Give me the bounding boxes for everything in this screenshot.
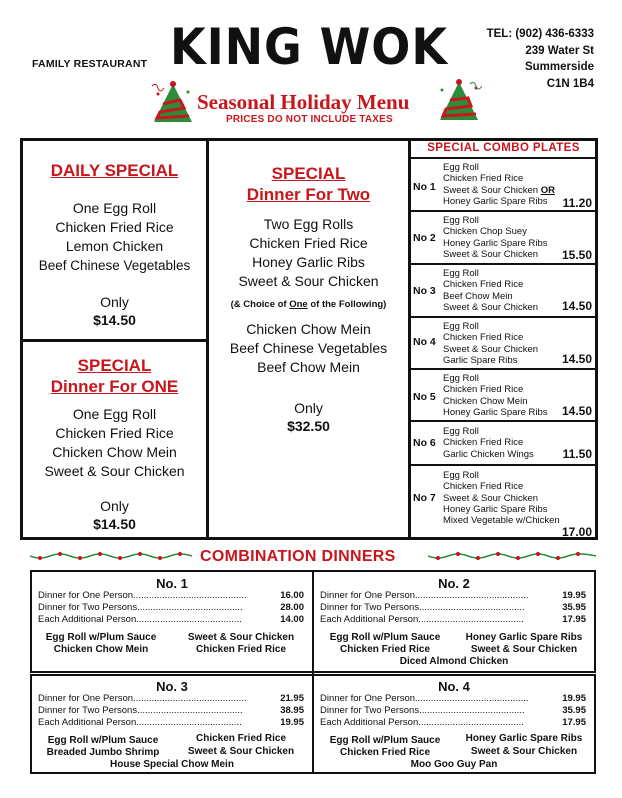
plate-price: 11.20: [562, 196, 592, 210]
list-item: Garlic Chicken Wings: [443, 448, 534, 460]
dinner-for-one-heading: SPECIAL: [77, 356, 152, 375]
combo-plate-6: [410, 420, 596, 465]
dinner-line: Each Additional Person........................................: [38, 614, 242, 625]
dinner-price: 35.95: [562, 602, 586, 613]
dinner-item: Honey Garlic Spare Ribs: [465, 733, 583, 744]
list-item: Egg Roll: [443, 321, 479, 332]
dinner-price: 35.95: [562, 705, 586, 716]
dinner-price: 19.95: [280, 717, 304, 728]
list-item: Chicken Chop Suey: [443, 226, 527, 238]
restaurant-title: KING WOK: [170, 18, 448, 76]
dinner-line: Each Additional Person........................................: [320, 717, 524, 728]
list-item: Chicken Chow Mein: [52, 444, 177, 460]
dinner-item: Egg Roll w/Plum Sauce: [47, 735, 159, 746]
dinner-line: Each Additional Person........................................: [38, 717, 242, 728]
plate-price: 14.50: [561, 299, 592, 313]
list-item: Egg Roll: [443, 162, 479, 173]
daily-special-panel: [23, 160, 206, 328]
list-item: Sweet & Sour Chicken: [44, 463, 185, 479]
list-item: Sweet & Sour Chicken: [238, 273, 379, 289]
list-item: Mixed Vegetable w/Chicken: [443, 515, 560, 527]
list-item: Chicken Chow Mein: [246, 321, 371, 337]
daily-special-heading: DAILY SPECIAL: [50, 161, 179, 180]
list-item: Chicken Fried Rice: [443, 384, 524, 396]
list-item: Lemon Chicken: [65, 238, 164, 254]
list-item: Chicken Fried Rice: [443, 332, 524, 344]
holiday-tree-icon: [150, 80, 196, 126]
plate-price: 14.50: [561, 404, 592, 418]
dinner-price: 21.95: [280, 693, 304, 704]
list-item: Sweet & Sour Chicken OR: [443, 184, 555, 196]
plate-price: 17.00: [561, 525, 592, 539]
dinner-price: 17.95: [562, 614, 586, 625]
dinner-item: Egg Roll w/Plum Sauce: [45, 632, 157, 643]
dinner-price: 14.00: [280, 614, 304, 625]
dinner-line: Dinner for One Person...........................................: [320, 693, 529, 704]
dinner-line: Dinner for One Person...........................................: [38, 590, 247, 601]
dinner-price: 28.00: [280, 602, 304, 613]
combination-dinners-heading: COMBINATION DINNERS: [200, 548, 396, 565]
list-item: Garlic Spare Ribs: [443, 354, 518, 366]
dinner-for-two-price: $32.50: [287, 418, 330, 434]
dinner-title: No. 2: [438, 576, 470, 591]
list-item: Beef Chinese Vegetables: [229, 340, 388, 356]
list-item: Honey Garlic Spare Ribs: [443, 503, 548, 515]
divider: [22, 339, 207, 342]
dinner-price: 19.95: [562, 693, 586, 704]
dinner-price: 38.95: [280, 705, 304, 716]
list-item: Chicken Fried Rice: [55, 219, 174, 235]
plate-number: No 5: [413, 391, 436, 403]
dinner-line: Dinner for Two Persons........................................: [320, 602, 525, 613]
dinner-for-two-subheading: Dinner For Two: [246, 185, 371, 204]
combo-plates-heading: SPECIAL COMBO PLATES: [427, 142, 580, 154]
dinner-item: Sweet & Sour Chicken: [470, 746, 578, 757]
plate-number: No 1: [413, 181, 436, 193]
list-item: Beef Chow Mein: [443, 290, 513, 302]
postal-code: C1N 1B4: [546, 77, 594, 90]
dinner-line: Dinner for Two Persons........................................: [38, 602, 243, 613]
list-item: Chicken Fried Rice: [443, 437, 524, 449]
list-item: Sweet & Sour Chicken: [443, 301, 539, 313]
combo-plate-4: [410, 316, 596, 369]
list-item: Honey Garlic Spare Ribs: [443, 237, 548, 249]
only-label: Only: [100, 294, 129, 310]
list-item: Chicken Fried Rice: [443, 481, 524, 493]
dinner-line: Dinner for Two Persons........................................: [38, 705, 243, 716]
list-item: Chicken Chow Mein: [443, 395, 528, 407]
dinner-title: No. 1: [156, 576, 188, 591]
list-item: Egg Roll: [443, 426, 479, 437]
list-item: Beef Chinese Vegetables: [38, 258, 191, 273]
list-item: Egg Roll: [443, 268, 479, 279]
list-item: Egg Roll: [443, 470, 479, 481]
tax-note: PRICES DO NOT INCLUDE TAXES: [226, 114, 393, 125]
list-item: Chicken Fried Rice: [55, 425, 174, 441]
plate-number: No 7: [413, 492, 436, 504]
holiday-tree-icon: [436, 78, 482, 124]
dinner-line: Dinner for One Person...........................................: [320, 590, 529, 601]
dinner-item: Sweet & Sour Chicken: [187, 632, 295, 643]
dinner-for-two-panel: [209, 163, 408, 434]
combo-plate-2: [410, 210, 596, 264]
dinner-item: Egg Roll w/Plum Sauce: [329, 632, 441, 643]
plate-price: 11.50: [562, 447, 592, 461]
combo-plate-1: [410, 157, 596, 211]
plate-number: No 3: [413, 285, 436, 297]
list-item: Sweet & Sour Chicken: [443, 248, 539, 260]
dinner-item: Sweet & Sour Chicken: [470, 644, 578, 655]
dinner-price: 19.95: [562, 590, 586, 601]
dinner-for-two-heading: SPECIAL: [271, 164, 346, 183]
list-item: Beef Chow Mein: [257, 359, 360, 375]
menu-title: Seasonal Holiday Menu: [197, 90, 410, 114]
dinner-item: Breaded Jumbo Shrimp: [46, 747, 160, 758]
choice-note: (& Choice of One of the Following): [230, 299, 387, 310]
dinner-item: Egg Roll w/Plum Sauce: [329, 735, 441, 746]
phone-number: TEL: (902) 436-6333: [486, 28, 594, 40]
dinner-item: Chicken Chow Mein: [53, 644, 149, 655]
plate-number: No 4: [413, 336, 436, 348]
list-item: Sweet & Sour Chicken: [443, 343, 539, 355]
list-item: Honey Garlic Spare Ribs: [443, 406, 548, 418]
dinner-item: Diced Almond Chicken: [399, 656, 509, 667]
street-address: 239 Water St: [525, 44, 594, 57]
dinner-for-one-price: $14.50: [93, 516, 136, 532]
list-item: One Egg Roll: [72, 200, 157, 216]
dinner-line: Dinner for Two Persons........................................: [320, 705, 525, 716]
dinner-item: Chicken Fried Rice: [339, 747, 431, 758]
city: Summerside: [524, 61, 594, 73]
dinner-price: 17.95: [562, 717, 586, 728]
dinner-item: Chicken Fried Rice: [195, 644, 287, 655]
plate-price: 15.50: [561, 248, 592, 262]
family-restaurant-label: FAMILY RESTAURANT: [32, 58, 148, 70]
dinner-price: 16.00: [280, 590, 304, 601]
combo-plate-3: [410, 263, 596, 317]
dinner-item: Honey Garlic Spare Ribs: [465, 632, 583, 643]
list-item: Sweet & Sour Chicken: [443, 492, 539, 504]
list-item: Chicken Fried Rice: [443, 279, 524, 291]
contact-block: [487, 26, 594, 92]
dinner-for-one-panel: [23, 355, 206, 532]
dinner-title: No. 4: [438, 679, 470, 694]
daily-special-price: $14.50: [93, 312, 136, 328]
dinner-for-one-subheading: Dinner For ONE: [50, 377, 179, 396]
list-item: Chicken Fried Rice: [443, 173, 524, 185]
list-item: Honey Garlic Ribs: [252, 254, 365, 270]
list-item: Chicken Fried Rice: [249, 235, 368, 251]
list-item: Two Egg Rolls: [263, 216, 354, 232]
plate-number: No 6: [413, 437, 436, 449]
list-item: Egg Roll: [443, 373, 479, 384]
dinner-line: Each Additional Person........................................: [320, 614, 524, 625]
list-item: Honey Garlic Spare Ribs: [443, 195, 548, 207]
garland-icon: [30, 551, 192, 561]
dinner-line: Dinner for One Person...........................................: [38, 693, 247, 704]
combo-plate-7: [410, 464, 596, 540]
only-label: Only: [100, 498, 129, 514]
list-item: One Egg Roll: [72, 406, 157, 422]
plate-number: No 2: [413, 232, 436, 244]
only-label: Only: [294, 400, 323, 416]
divider: [312, 570, 314, 774]
dinner-item: Sweet & Sour Chicken: [187, 746, 295, 757]
dinner-title: No. 3: [156, 679, 188, 694]
combo-plate-5: [410, 368, 596, 421]
dinner-item: Chicken Fried Rice: [339, 644, 431, 655]
dinner-item: Moo Goo Guy Pan: [410, 759, 498, 770]
garland-icon: [428, 551, 596, 561]
plate-price: 14.50: [561, 352, 592, 366]
list-item: Egg Roll: [443, 215, 479, 226]
dinner-item: House Special Chow Mein: [110, 759, 234, 770]
dinner-item: Chicken Fried Rice: [195, 733, 287, 744]
